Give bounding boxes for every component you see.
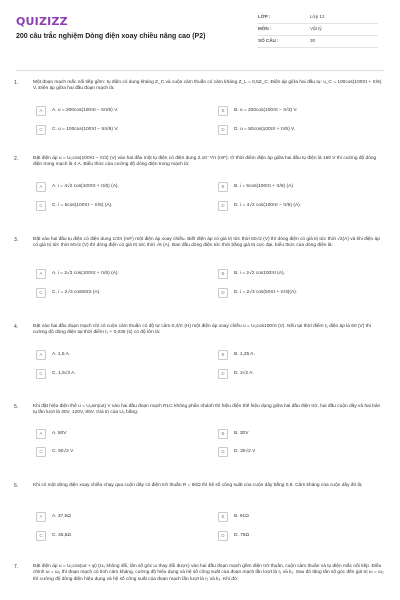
meta-label: MÔN :	[258, 26, 272, 32]
question-text: Đặt vào hai đầu đoạn mạch chỉ có cuộn cảm thuần có độ tự cảm 0,4/π (H) một điện áp xoay chiều u = U₀cos100πt (V). Nếu tại thời điểm t₁ điện áp là 60 (V) thì cường độ dòng điện tại thời điểm t₁ + 0,035 (s) có độ lớn là:	[33, 324, 372, 336]
option-text: D. u = 50cos(100πt + π/6) V.	[234, 126, 296, 132]
option-text: C. 45,5Ω	[52, 532, 72, 538]
option-a[interactable]	[36, 268, 119, 280]
option-text: D. 30√2 V	[234, 448, 256, 454]
option-letter-box: C	[36, 288, 46, 298]
option-text: C. u = 100cos(100πt − 5π/6) V.	[52, 126, 119, 132]
option-text: B. 30V	[234, 430, 249, 436]
option-text: B. i = 5cos(100πt + π/6) (A).	[234, 183, 295, 189]
meta-value: 30	[310, 38, 316, 44]
question-text: Đặt điện áp u = U₀cos(ωt + φ) (U₀ không đổi, tần số góc ω thay đổi được) vào hai đầu đoạn mạch gồm điện trở thuần, cuộn cảm thuần và tụ điện mắc nối tiếp. Điều chỉnh ω = ω₁ thì đoạn mạch có tính cảm kháng, cường độ hiệu dụng và hệ số công suất của đoạn mạch lần lượt là I₁ và k₁. Sau đó tăng tần số góc đến giá trị ω = ω₂ thì cường độ dòng điện hiệu dụng và hệ số công suất của đoạn mạch lần lượt là I₂ và k₂. Khi đó:	[33, 564, 384, 582]
question-text: Đặt vào hai đầu tụ điện có điện dung 1/3π (mF) một điện áp xoay chiều. Biết điện áp có giá trị tức thời 60√2 (V) thì dòng điện có giá trị tức thời √2(A) và khi điện áp có giá trị tức thời 60√2 (V) thì dòng điện có giá trị tức thời √6 (A). Ban đầu dòng điện tức thời bằng giá trị cực đại, biểu thức của dòng điện là:	[33, 237, 380, 249]
option-b[interactable]	[218, 105, 298, 117]
option-text: B. 91Ω	[234, 513, 249, 519]
option-letter-box: A	[36, 269, 46, 279]
option-text: D. i = 2√3 cos(50πt + π/3)(A).	[234, 289, 298, 295]
document-header	[0, 0, 400, 62]
option-text: C. i = 5cos(100πt − π/6) (A).	[52, 202, 113, 208]
option-text: A. 1,5 A.	[52, 351, 71, 357]
question-number: 5.	[14, 404, 19, 410]
option-c[interactable]	[36, 368, 76, 380]
option-letter-box: D	[218, 125, 228, 135]
option-c[interactable]	[36, 530, 71, 542]
option-letter-box: B	[218, 429, 228, 439]
option-text: D. 75Ω	[234, 532, 250, 538]
option-letter-box: C	[36, 125, 46, 135]
option-letter-box: A	[36, 182, 46, 192]
meta-label: SỐ CÂU :	[258, 38, 279, 44]
option-b[interactable]	[218, 181, 294, 193]
document-title: 200 câu trắc nghiệm Dòng điện xoay chiều nâng cao (P2)	[16, 33, 206, 40]
option-c[interactable]	[36, 287, 100, 299]
meta-value: Vật lý	[310, 26, 322, 32]
option-d[interactable]	[218, 200, 301, 212]
question-text: Đặt điện áp u = U₀cos(100πt − π/3) (V) vào hai đầu một tụ điện có điện dung 2.10⁻⁴/π (mF). Ở thời điểm điện áp giữa hai đầu tụ điện là 150 V thì cường độ dòng điện trong mạch là 4 A. Biểu thức của cường độ dòng điện trong mạch là:	[33, 156, 377, 168]
meta-row-question-count	[258, 36, 378, 48]
option-text: A. u = 200cos(100πt − 5π/6) V.	[52, 107, 119, 113]
option-b[interactable]	[218, 511, 249, 523]
option-letter-box: D	[218, 288, 228, 298]
option-text: A. i = 4√2 cos(100πt + π/6) (A).	[52, 183, 119, 189]
option-a[interactable]	[36, 511, 71, 523]
option-b[interactable]	[218, 428, 248, 440]
question-number: 1.	[14, 80, 19, 86]
option-letter-box: B	[218, 512, 228, 522]
option-text: C. 50√2 V	[52, 448, 74, 454]
option-text: B. 1,25 A.	[234, 351, 255, 357]
meta-label: LỚP :	[258, 14, 271, 20]
option-letter-box: A	[36, 429, 46, 439]
option-d[interactable]	[218, 446, 255, 458]
meta-row-subject	[258, 24, 378, 36]
option-a[interactable]	[36, 349, 70, 361]
option-b[interactable]	[218, 268, 285, 280]
option-d[interactable]	[218, 124, 295, 136]
meta-table	[258, 12, 378, 48]
option-letter-box: D	[218, 447, 228, 457]
option-text: C. i = 2√3 cos50πt (A).	[52, 289, 101, 295]
question-text: Một đoạn mạch mắc nối tiếp gồm: tụ điện có dung kháng Z_C và cuộn cảm thuần có cảm kháng Z_L = 0,5Z_C. Điện áp giữa hai đầu tụ: u_C = 100cos(100πt + π/6) V. Điện áp giữa hai đầu đoạn mạch là:	[33, 80, 382, 92]
option-a[interactable]	[36, 428, 66, 440]
question-number: 6.	[14, 483, 19, 489]
option-letter-box: C	[36, 447, 46, 457]
option-text: A. i = 2√3 cos(100πt + π/6) (A).	[52, 270, 119, 276]
option-letter-box: B	[218, 106, 228, 116]
question-number: 4.	[14, 324, 19, 330]
option-text: A. 37,5Ω	[52, 513, 71, 519]
option-letter-box: A	[36, 350, 46, 360]
question-number: 2.	[14, 156, 19, 162]
option-c[interactable]	[36, 200, 112, 212]
option-d[interactable]	[218, 530, 249, 542]
option-letter-box: C	[36, 531, 46, 541]
option-d[interactable]	[218, 368, 254, 380]
option-letter-box: C	[36, 369, 46, 379]
option-letter-box: A	[36, 512, 46, 522]
option-letter-box: A	[36, 106, 46, 116]
option-a[interactable]	[36, 105, 118, 117]
question-number: 7.	[14, 564, 19, 570]
option-text: D. 2√2 A.	[234, 370, 254, 376]
option-d[interactable]	[218, 287, 297, 299]
option-text: B. i = 2√2 cos100πt (A).	[234, 270, 285, 276]
meta-row-class	[258, 12, 378, 24]
question-text: Khi có một dòng điện xoay chiều chạy qua cuộn dây có điện trở thuần R = 50Ω thì hệ số công suất của cuộn dây bằng 0,8. Cảm kháng của cuộn dây đó là:	[33, 483, 363, 488]
option-letter-box: B	[218, 269, 228, 279]
option-letter-box: B	[218, 182, 228, 192]
option-text: C. 1,5√3 A.	[52, 370, 76, 376]
question-number: 3.	[14, 237, 19, 243]
option-text: A. 50V	[52, 430, 67, 436]
option-c[interactable]	[36, 124, 118, 136]
option-letter-box: D	[218, 201, 228, 211]
option-c[interactable]	[36, 446, 73, 458]
question-text: Khi đặt hiệu điện thế u = U₀sin(ωt) V vào hai đầu đoạn mạch RLC không phân nhánh thì hiệu điện thế hiệu dụng giữa hai đầu điện trở, hai đầu cuộn dây và hai bản tụ lần lượt là 30V, 120V, 80V. Giá trị của U₀ bằng:	[33, 404, 381, 416]
option-b[interactable]	[218, 349, 255, 361]
option-letter-box: D	[218, 531, 228, 541]
option-text: B. u = 200cos(100πt − π/3) V.	[234, 107, 298, 113]
option-letter-box: B	[218, 350, 228, 360]
quizizz-logo: QUIZIZZ	[16, 15, 68, 28]
option-letter-box: C	[36, 201, 46, 211]
option-letter-box: D	[218, 369, 228, 379]
header-divider	[16, 70, 384, 71]
meta-value: Lớp 12	[310, 14, 325, 20]
option-a[interactable]	[36, 181, 119, 193]
option-text: D. i = 4√2 cos(100πt − π/6) (A).	[234, 202, 302, 208]
